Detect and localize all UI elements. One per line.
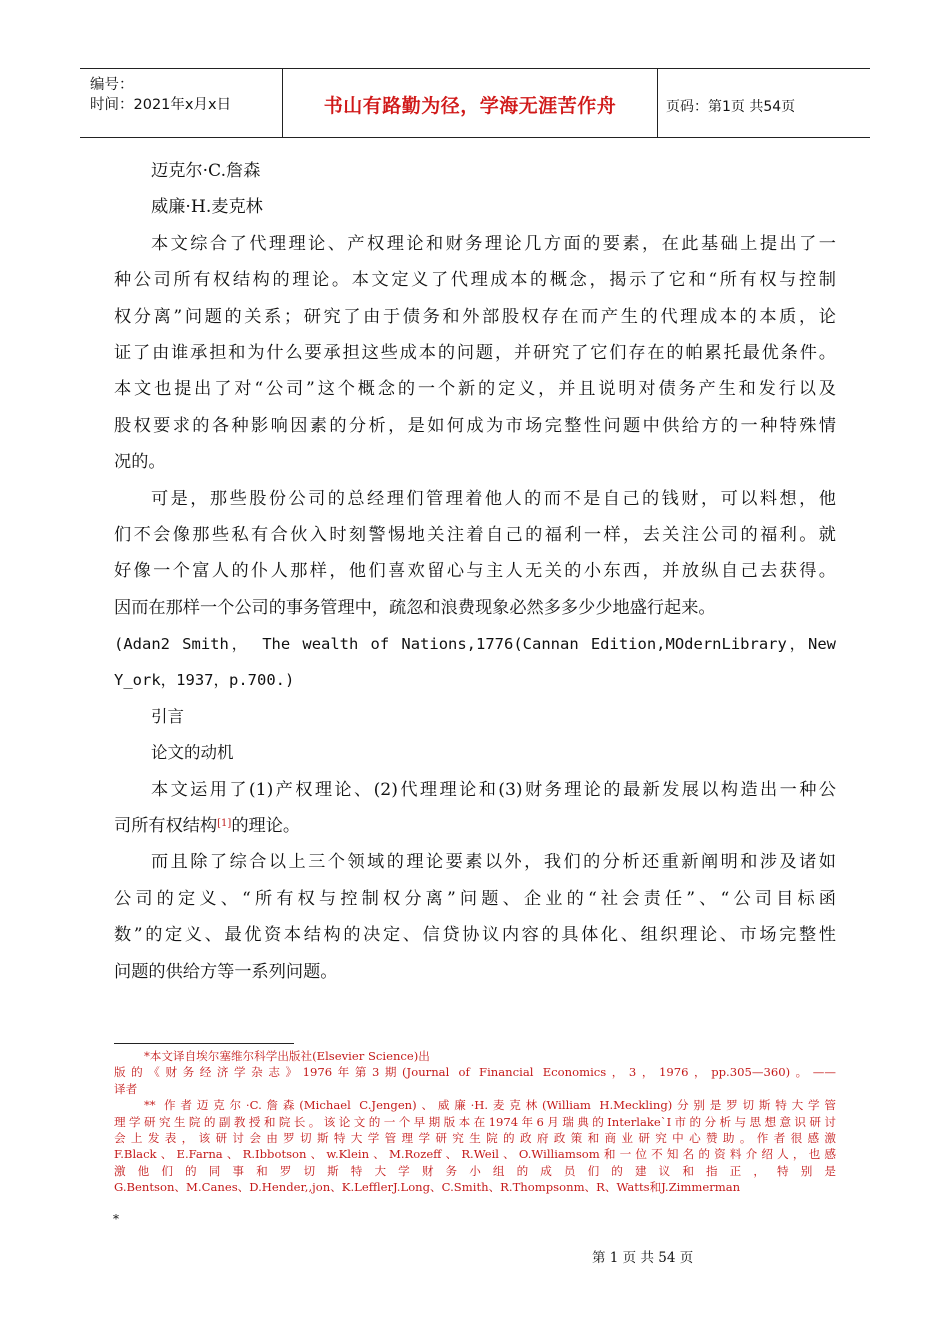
- footnote-line: 版的《财务经济学杂志》1976年第3期(Journal of Financial Economics，3，1976，pp.305—360)。——: [114, 1065, 836, 1080]
- footnotes: [114, 1048, 836, 1196]
- footnote-marker: *: [113, 1212, 119, 1226]
- scope-line: 公司的定义、“所有权与控制权分离”问题、企业的“社会责任”、“公司目标函: [114, 888, 836, 909]
- motivation-text: 司所有权结构: [114, 816, 218, 837]
- motivation-text: 的理论。: [231, 816, 301, 837]
- author-2: 威廉·H.麦克林: [151, 197, 263, 218]
- quote-citation: Y_ork，1937，p.700.): [114, 671, 295, 690]
- page-footer: 第 1 页 共 54 页: [592, 1250, 694, 1266]
- scope-line: 而且除了综合以上三个领域的理论要素以外，我们的分析还重新阐明和涉及诸如: [151, 852, 836, 873]
- scope-line: 问题的供给方等一系列问题。: [114, 961, 338, 982]
- footnote-line: 会上发表，该研讨会由罗切斯特大学管理学研究生院的政府政策和商业研究中心赞助。作者很感激: [114, 1130, 836, 1145]
- document-body: [114, 153, 836, 990]
- motto: 书山有路勤为径，学海无涯苦作舟: [323, 95, 617, 117]
- footnote-line: 译者: [114, 1081, 138, 1096]
- code-label: 编号：: [90, 77, 134, 93]
- reference-marker[interactable]: [1]: [217, 818, 232, 830]
- motivation-line: [114, 808, 836, 844]
- footnote-divider: [114, 1043, 294, 1044]
- footnote-line: ** 作者迈克尔·C.詹森(Michael C.Jengen)、威廉·H.麦克林(William H.Meckling)分别是罗切斯特大学管: [144, 1098, 836, 1113]
- abstract-line: 种公司所有权结构的理论。本文定义了代理成本的概念，揭示了它和“所有权与控制: [114, 270, 836, 291]
- header-motto-cell: [282, 69, 658, 137]
- abstract-line: 本文综合了代理理论、产权理论和财务理论几方面的要素，在此基础上提出了一: [151, 233, 836, 254]
- page-header: [80, 68, 870, 138]
- section-title: 引言: [151, 706, 184, 726]
- quote-line: 们不会像那些私有合伙入时刻警惕地关注着自己的福利一样，去关注公司的福利。就: [114, 524, 836, 545]
- abstract: [114, 226, 836, 481]
- scope-line: 数”的定义、最优资本结构的决定、信贷协议内容的具体化、组织理论、市场完整性: [114, 925, 836, 946]
- abstract-line: 证了由谁承担和为什么要承担这些成本的问题，并研究了它们存在的帕累托最优条件。: [114, 342, 836, 363]
- quote-line: 因而在那样一个公司的事务管理中，疏忽和浪费现象必然多多少少地盛行起来。: [114, 597, 716, 618]
- subsection-title: 论文的动机: [151, 743, 234, 763]
- header-page-cell: [658, 69, 870, 137]
- abstract-line: 股权要求的各种影响因素的分析，是如何成为市场完整性问题中供给方的一种特殊情: [114, 415, 836, 436]
- page-info: 页码：第1页 共54页: [666, 99, 796, 115]
- motivation-line: 本文运用了(1)产权理论、(2)代理理论和(3)财务理论的最新发展以构造出一种公: [151, 779, 836, 800]
- abstract-line: 本文也提出了对“公司”这个概念的一个新的定义，并且说明对债务产生和发行以及: [114, 379, 836, 400]
- footnote-line: G.Bentson、M.Canes、D.Hender,,jon、K.LefflerJ.Long、C.Smith、R.Thompsonm、R、Watts和J.Zimmerman: [114, 1180, 741, 1195]
- quote-line: 好像一个富人的仆人那样，他们喜欢留心与主人无关的小东西，并放纵自己去获得。: [114, 561, 836, 582]
- footnote-line: F.Black、E.Farna、R.Ibbotson、w.Klein、M.Rozeff、R.Weil、O.Williamsom和一位不知名的资料介绍人，也感: [114, 1147, 836, 1162]
- epigraph-quote: [114, 481, 836, 699]
- time-label: 时间：2021年x月x日: [90, 97, 232, 113]
- header-meta-cell: [80, 69, 282, 137]
- footnote-line: *本文译自埃尔塞维尔科学出版社(Elsevier Science)出: [144, 1049, 430, 1063]
- abstract-line: 权分离”问题的关系；研究了由于债务和外部股权存在而产生的代理成本的本质，论: [114, 306, 836, 327]
- scope-paragraph: [114, 844, 836, 990]
- author-1: 迈克尔·C.詹森: [151, 161, 261, 181]
- footnote-line: 理学研究生院的副教授和院长。该论文的一个早期版本在1974年6月瑞典的Interlake`I市的分析与思想意识研讨: [114, 1114, 836, 1129]
- quote-citation: (Adan2 Smith， The wealth of Nations,1776(Cannan Edition,MOdernLibrary，New: [114, 635, 836, 654]
- footnote-line: 激 他 们 的 同 事 和 罗 切 斯 特 大 学 财 务 小 组 的 成 员 们 的 建 议 和 指 正 ， 特 别 是: [114, 1163, 836, 1178]
- abstract-line: 况的。: [114, 452, 166, 473]
- quote-line: 可是，那些股份公司的总经理们管理着他人的而不是自己的钱财，可以料想，他: [151, 488, 836, 509]
